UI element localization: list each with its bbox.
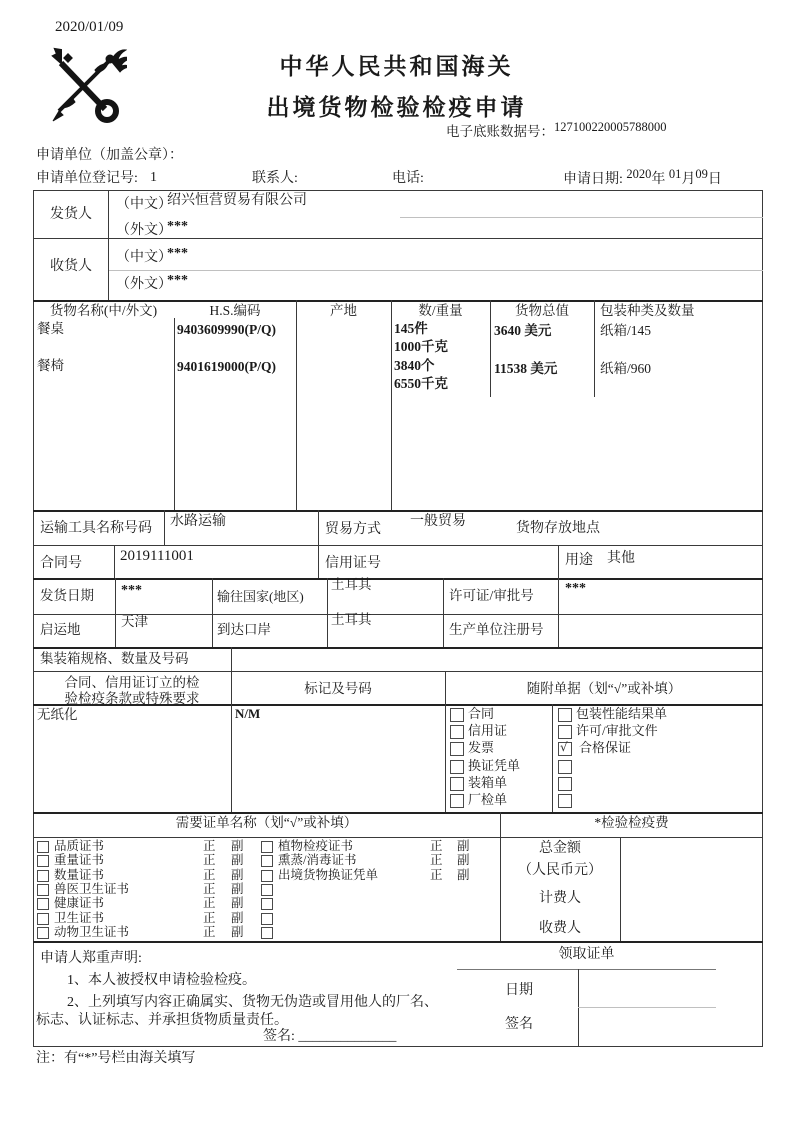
apply-date-row (563, 167, 722, 189)
signature-label: 签名: (263, 1029, 295, 1044)
contact-label: 联系人: (252, 171, 298, 186)
cert-label: 植物检疫证书 (278, 839, 354, 853)
cell-divider (391, 300, 392, 510)
goods-header-origin: 产地 (330, 303, 357, 318)
declaration-item-1: 1、本人被授权申请检验检疫。 (67, 973, 256, 988)
marks-header: 标记及号码 (304, 681, 372, 696)
eaccount-label: 电子底账数据号： (446, 124, 554, 139)
doc-label: 许可/审批文件 (576, 723, 658, 738)
cert-checkbox (261, 870, 273, 882)
cell-divider (108, 190, 109, 300)
goods-row-package: 纸箱/960 (600, 361, 652, 376)
table-border (33, 300, 763, 302)
cell-divider (620, 837, 621, 941)
applicant-reg-value: 1 (150, 170, 157, 185)
copy-original-label: 正 (203, 839, 216, 853)
goods-row-weight: 6550千克 (394, 376, 448, 391)
table-border (108, 270, 763, 271)
form-title-org: 中华人民共和国海关 (279, 54, 514, 79)
goods-row-total-value: 11538 美元 (494, 361, 558, 376)
receiver-cn-value: *** (167, 246, 188, 261)
declaration-item-2-cont: 标志、认证标志、并承担货物质量责任。 (36, 1013, 288, 1028)
cert-checkbox (261, 927, 273, 939)
goods-header-qty: 数/重量 (418, 303, 463, 318)
doc-checkbox (450, 742, 464, 756)
fee-header: *检验检疫费 (594, 815, 669, 830)
cert-checkbox (37, 841, 49, 853)
cell-divider (318, 545, 319, 578)
docs-header: 随附单据（划“√”或补填） (526, 681, 682, 696)
cell-divider (174, 318, 175, 510)
copy-duplicate-label: 副 (457, 868, 470, 882)
fee-total-currency-label: （人民币元） (518, 863, 602, 878)
cell-divider (558, 578, 559, 647)
cell-divider (327, 578, 328, 647)
table-border (400, 217, 763, 218)
receiver-cn-label: （中文） (116, 250, 172, 265)
receiver-fn-label: （外文） (116, 277, 172, 292)
doc-checkbox (450, 760, 464, 774)
doc-label: 装箱单 (468, 775, 508, 790)
goods-row-package: 纸箱/145 (600, 323, 652, 338)
apply-date-day: 09 (695, 167, 708, 181)
table-border (33, 941, 763, 943)
apply-date-month: 01 (668, 167, 682, 181)
pickup-divider (457, 969, 716, 970)
marks-value: N/M (235, 706, 261, 721)
table-border (33, 812, 763, 814)
doc-checkbox-checked (558, 742, 572, 756)
copy-original-label: 正 (430, 839, 443, 853)
cell-divider (318, 510, 319, 545)
scan-date: 2020/01/09 (55, 19, 124, 35)
eaccount-number: 127100220005788000 (554, 120, 667, 134)
dest-country-label: 输往国家(地区) (217, 589, 304, 604)
cert-label: 动物卫生证书 (54, 925, 130, 939)
pickup-divider (578, 1007, 716, 1008)
table-border (33, 1046, 763, 1047)
fee-total-label: 总金额 (539, 841, 581, 856)
year-unit: 年 (651, 172, 666, 187)
copy-original-label: 正 (203, 853, 216, 867)
lc-label: 信用证号 (325, 556, 381, 571)
copy-original-label: 正 (203, 925, 216, 939)
copy-duplicate-label: 副 (231, 868, 244, 882)
pickup-header: 领取证单 (558, 947, 615, 962)
doc-label: 发票 (468, 740, 495, 755)
copy-duplicate-label: 副 (231, 853, 244, 867)
doc-checkbox (450, 794, 464, 808)
footnote: 注：有“*”号栏由海关填写 (36, 1051, 196, 1066)
doc-checkbox (558, 777, 572, 791)
sender-fn-label: （外文） (116, 223, 172, 238)
contract-no-label: 合同号 (40, 556, 82, 571)
day-unit: 日 (707, 172, 722, 187)
fee-calculator-label: 计费人 (539, 891, 581, 906)
doc-checkbox (450, 708, 464, 722)
table-border (33, 837, 763, 838)
receiver-label: 收货人 (50, 259, 92, 274)
goods-header-package: 包装种类及数量 (600, 303, 695, 318)
cert-label: 健康证书 (54, 896, 105, 910)
goods-row-hscode: 9403609990(P/Q) (177, 322, 276, 337)
cell-divider (558, 545, 559, 578)
cell-divider (443, 578, 444, 647)
copy-duplicate-label: 副 (231, 911, 244, 925)
permit-label: 许可证/审批号 (449, 588, 534, 603)
permit-value: *** (565, 581, 586, 596)
doc-checkbox (558, 708, 572, 722)
sender-fn-value: *** (167, 219, 188, 234)
checkbox-mark: √ (560, 740, 568, 754)
goods-header-hs: H.S.编码 (209, 303, 261, 318)
month-unit: 月 (681, 172, 696, 187)
cert-label: 品质证书 (54, 839, 105, 853)
cert-checkbox (261, 913, 273, 925)
apply-date-year: 2020 (626, 167, 652, 181)
applicant-unit-label: 申请单位（加盖公章）： (36, 148, 183, 163)
cert-checkbox (37, 927, 49, 939)
pickup-date-label: 日期 (505, 983, 533, 998)
goods-row-qty: 145件 (394, 321, 428, 336)
trade-mode-value: 一般贸易 (410, 514, 466, 529)
trade-mode-label: 贸易方式 (325, 522, 381, 537)
sender-cn-value: 绍兴恒营贸易有限公司 (167, 193, 307, 208)
copy-duplicate-label: 副 (231, 925, 244, 939)
goods-header-name: 货物名称(中/外文) (49, 303, 158, 318)
receiver-fn-value: *** (167, 273, 188, 288)
doc-checkbox (558, 725, 572, 739)
fee-collector-label: 收费人 (539, 921, 581, 936)
copy-duplicate-label: 副 (457, 839, 470, 853)
cert-label: 兽医卫生证书 (54, 882, 130, 896)
cert-checkbox (37, 884, 49, 896)
goods-header-value: 货物总值 (515, 303, 569, 318)
usage-value: 其他 (607, 551, 635, 566)
departure-value: 天津 (121, 614, 148, 629)
doc-label: 合同 (468, 706, 495, 721)
goods-row-qty: 3840个 (394, 358, 435, 373)
doc-checkbox (450, 777, 464, 791)
doc-label: 合格保证 (579, 740, 632, 755)
doc-checkbox (558, 794, 572, 808)
table-border (33, 190, 763, 191)
arrival-port-label: 到达口岸 (217, 622, 271, 637)
table-border (33, 578, 763, 580)
sender-cn-label: （中文） (116, 197, 172, 212)
apply-date-label: 申请日期: (563, 172, 623, 187)
copy-original-label: 正 (203, 911, 216, 925)
cert-label: 熏蒸/消毒证书 (278, 853, 357, 867)
table-border (33, 671, 763, 672)
ship-date-label: 发货日期 (40, 588, 94, 603)
cell-divider (594, 300, 595, 397)
copy-duplicate-label: 副 (231, 839, 244, 853)
cell-divider (552, 704, 553, 812)
copy-original-label: 正 (430, 868, 443, 882)
goods-row-weight: 1000千克 (394, 339, 448, 354)
doc-label: 换证凭单 (468, 758, 521, 773)
eaccount-row (446, 120, 667, 141)
cell-divider (212, 578, 213, 647)
form-title-doc: 出境货物检验检疫申请 (266, 95, 527, 120)
signature-line: ______________ (298, 1029, 397, 1044)
cert-checkbox (261, 855, 273, 867)
cert-checkbox (261, 898, 273, 910)
goods-row-name: 餐椅 (37, 358, 64, 373)
copy-original-label: 正 (203, 896, 216, 910)
copy-original-label: 正 (203, 868, 216, 882)
declaration-item-2: 2、上列填写内容正确属实、货物无伪造或冒用他人的厂名、 (67, 995, 438, 1010)
producer-reg-label: 生产单位注册号 (449, 622, 544, 637)
cell-divider (115, 578, 116, 647)
dest-country-value: 土耳其 (331, 577, 372, 592)
cell-divider (114, 545, 115, 578)
doc-checkbox (558, 760, 572, 774)
copy-duplicate-label: 副 (231, 896, 244, 910)
cell-divider (164, 510, 165, 545)
applicant-reg-label: 申请单位登记号: (36, 171, 138, 186)
departure-label: 启运地 (40, 622, 81, 637)
cert-checkbox (37, 870, 49, 882)
cell-divider (231, 647, 232, 812)
table-border (33, 647, 763, 649)
declaration-title: 申请人郑重声明: (40, 951, 142, 966)
table-border (33, 510, 763, 512)
copy-original-label: 正 (203, 882, 216, 896)
sender-label: 发货人 (50, 207, 92, 222)
cert-label: 出境货物换证凭单 (278, 868, 379, 882)
cert-checkbox (37, 913, 49, 925)
copy-original-label: 正 (430, 853, 443, 867)
pickup-sign-label: 签名 (505, 1017, 533, 1032)
doc-checkbox (450, 725, 464, 739)
storage-label: 货物存放地点 (516, 521, 600, 536)
usage-label: 用途 (565, 553, 593, 568)
contract-no-value: 2019111001 (120, 548, 194, 564)
clauses-value: 无纸化 (37, 707, 78, 722)
cert-label: 卫生证书 (54, 911, 105, 925)
cert-checkbox (261, 841, 273, 853)
arrival-port-value: 土耳其 (331, 612, 372, 627)
goods-row-name: 餐桌 (37, 321, 64, 336)
clauses-header: 合同、信用证订立的检验检疫条款或特殊要求 (64, 675, 200, 706)
cert-checkbox (261, 884, 273, 896)
container-label: 集装箱规格、数量及号码 (40, 651, 189, 666)
goods-row-total-value: 3640 美元 (494, 323, 552, 338)
table-border-right (762, 190, 763, 1046)
cell-divider (296, 300, 297, 510)
table-border (33, 545, 763, 546)
cert-checkbox (37, 855, 49, 867)
cert-checkbox (37, 898, 49, 910)
goods-row-hscode: 9401619000(P/Q) (177, 359, 276, 374)
vehicle-label: 运输工具名称号码 (40, 521, 152, 536)
cert-label: 数量证书 (54, 868, 105, 882)
doc-label: 信用证 (468, 723, 508, 738)
certs-header: 需要证单名称（划“√”或补填） (175, 815, 358, 830)
signature-row (263, 1028, 396, 1046)
doc-label: 厂检单 (468, 792, 508, 807)
copy-duplicate-label: 副 (457, 853, 470, 867)
phone-label: 电话: (392, 171, 424, 186)
ship-date-value: *** (121, 583, 142, 598)
doc-label: 包装性能结果单 (576, 706, 668, 721)
cert-label: 重量证书 (54, 853, 105, 867)
copy-duplicate-label: 副 (231, 882, 244, 896)
vehicle-value: 水路运输 (170, 514, 226, 529)
